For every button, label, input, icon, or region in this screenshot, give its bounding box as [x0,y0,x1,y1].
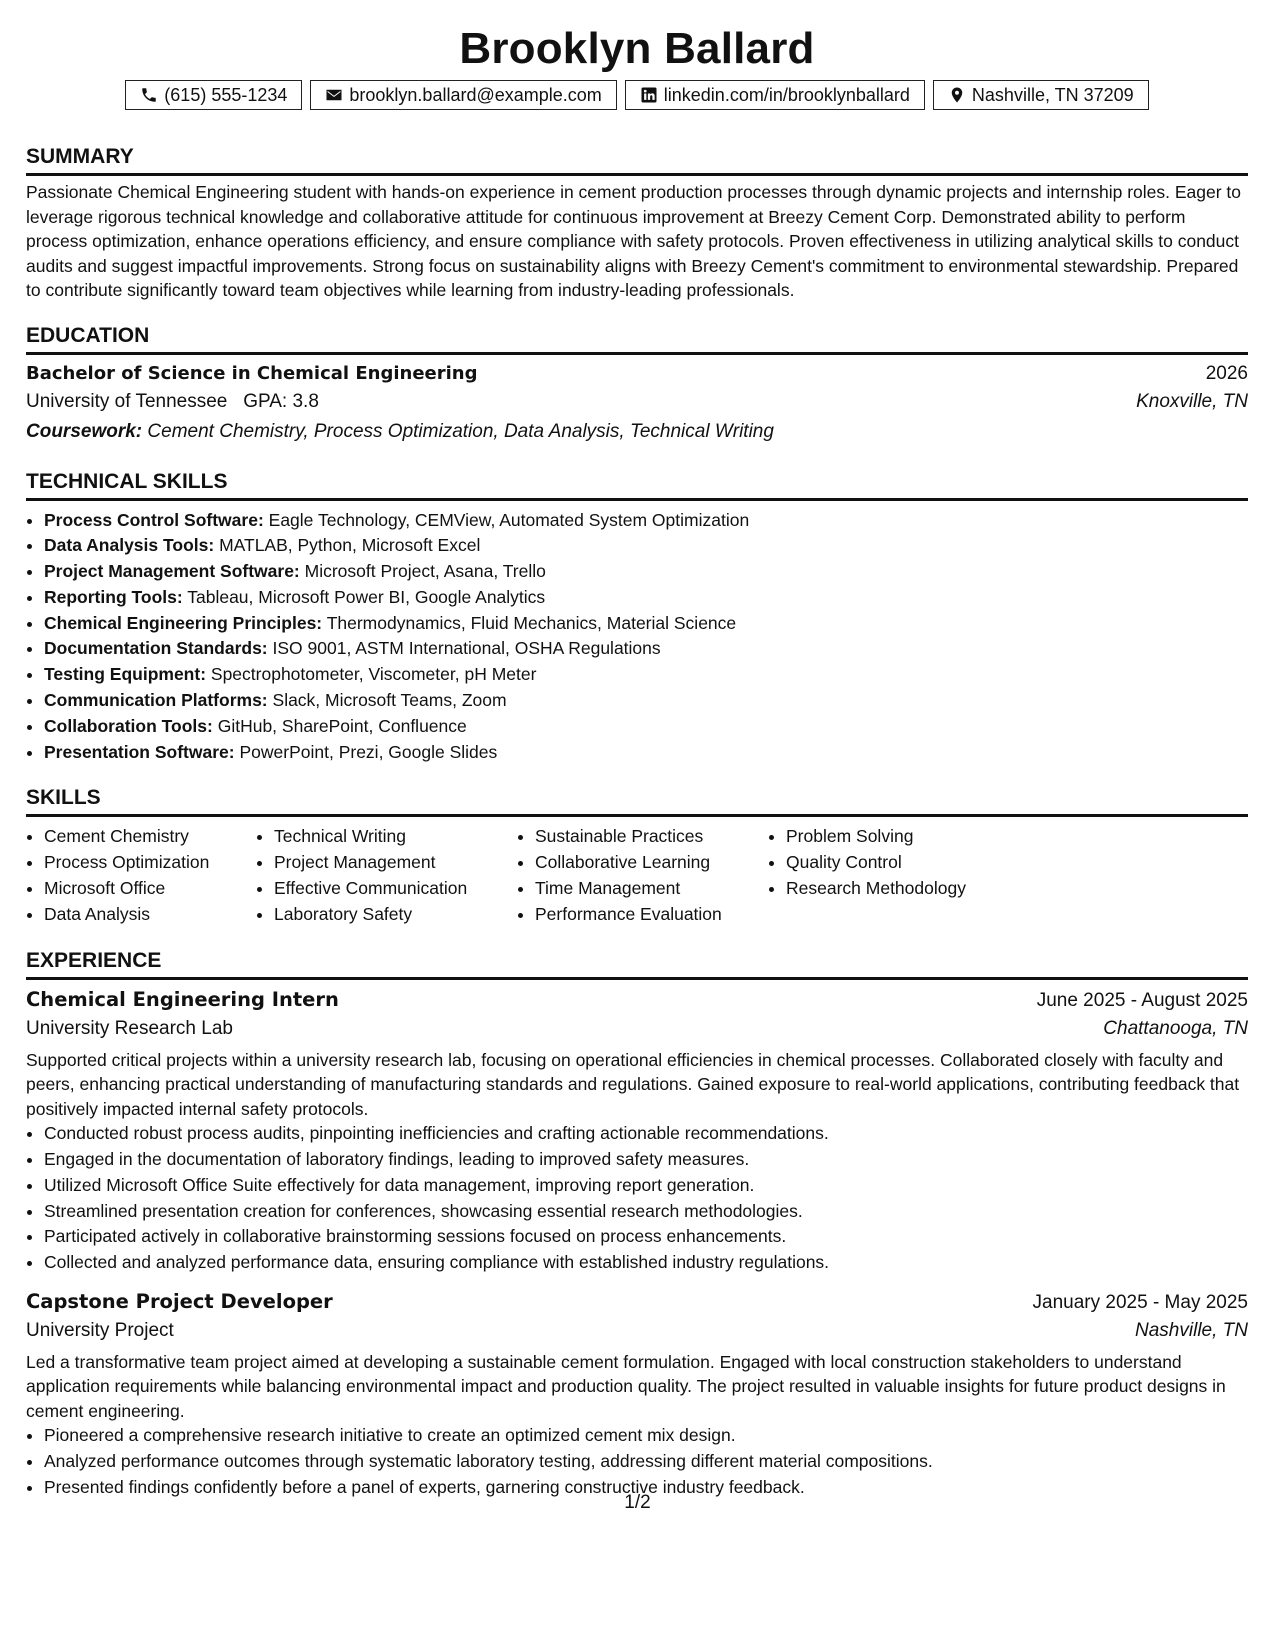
list-item: • Project Management [274,850,517,876]
linkedin-icon [640,86,658,104]
skills-grid [26,824,1248,927]
summary-text: Passionate Chemical Engineering student with hands-on experience in cement production processes through dynamic projects and internship roles. Eager to leverage rigorous technical knowledge and collaborative attitude for continuous improvement at Breezy Cement Corp. Demonstrated ability to perform process optimization, enhance operations efficiency, and ensure compliance with safety protocols. Proven effectiveness in utilizing analytical skills to conduct audits and suggest impactful improvements. Strong focus on sustainability aligns with Breezy Cement's commitment to environmental stewardship. Prepared to contribute significantly toward team objectives while learning from industry-leading professionals. [26,182,1242,300]
job-org-row [26,1014,1248,1044]
list-item: • Laboratory Safety [274,902,517,928]
coursework [26,417,1248,447]
list-item: • Project Management Software: Microsoft Project, Asana, Trello [44,559,1248,585]
map-pin-icon [948,86,966,104]
job-dates: January 2025 - May 2025 [1032,1291,1248,1313]
gpa: GPA: 3.8 [243,390,319,412]
job-org: University Project [26,1319,174,1341]
list-item: • Chemical Engineering Principles: Thermodynamics, Fluid Mechanics, Material Science [44,611,1248,637]
list-item: • Streamlined presentation creation for conferences, showcasing essential research methodologies. [44,1199,1248,1225]
technical-skills-list [26,508,1248,766]
phone-icon [140,86,158,104]
list-item: • Testing Equipment: Spectrophotometer, Viscometer, pH Meter [44,662,1248,688]
list-item: • Time Management [535,876,768,902]
skills-column [517,824,768,927]
list-item: • Sustainable Practices [535,824,768,850]
list-item: • Microsoft Office [44,876,256,902]
education-row [26,355,1248,387]
school-name: University of Tennessee [26,390,228,412]
skills-column [768,824,1046,927]
resume-page [26,0,1248,1501]
list-item: • Data Analysis Tools: MATLAB, Python, Microsoft Excel [44,533,1248,559]
job-location: Chattanooga, TN [1103,1017,1248,1039]
list-item: • Collaborative Learning [535,850,768,876]
job-header [26,986,1248,1014]
list-item: • Process Control Software: Eagle Technology, CEMView, Automated System Optimization [44,508,1248,534]
list-item: • Quality Control [786,850,1046,876]
job-title: Capstone Project Developer [26,1289,333,1313]
graduation-year: 2026 [1205,362,1248,384]
job-org: University Research Lab [26,1017,233,1039]
list-item: • Conducted robust process audits, pinpointing inefficiencies and crafting actionable recommendations. [44,1121,1248,1147]
list-item: • Effective Communication [274,876,517,902]
list-item: • Performance Evaluation [535,902,768,928]
contact-location [933,80,1149,110]
list-item: • Engaged in the documentation of laboratory findings, leading to improved safety measures. [44,1147,1248,1173]
envelope-icon [325,86,343,104]
list-item: • Communication Platforms: Slack, Microsoft Teams, Zoom [44,688,1248,714]
contact-phone [125,80,302,110]
candidate-name: Brooklyn Ballard [459,24,815,73]
job-bullets [26,1121,1248,1276]
school-location: Knoxville, TN [1136,390,1248,412]
skills-column [256,824,517,927]
coursework-label: Coursework: [26,420,143,442]
skills-heading: SKILLS [26,785,1248,817]
list-item: • Analyzed performance outcomes through systematic laboratory testing, addressing different material compositions. [44,1449,1248,1475]
experience-heading: EXPERIENCE [26,948,1248,980]
list-item: • Data Analysis [44,902,256,928]
contact-linkedin[interactable] [625,80,925,110]
location-text: Nashville, TN 37209 [971,85,1134,105]
job-org-row [26,1316,1248,1346]
skills-column [26,824,256,927]
list-item: • Documentation Standards: ISO 9001, ASTM International, OSHA Regulations [44,636,1248,662]
page-number: 1/2 [624,1492,651,1513]
summary-heading: SUMMARY [26,144,1248,176]
list-item: • Process Optimization [44,850,256,876]
list-item: • Pioneered a comprehensive research initiative to create an optimized cement mix design. [44,1423,1248,1449]
job-description: Supported critical projects within a university research lab, focusing on operational efficiencies in chemical processes. Collaborated closely with faculty and peers, enhancing practical understanding of manufacturing standards and regulations. Gained exposure to real-world applications, contributing feedback that positively impacted internal safety protocols. [26,1049,1240,1119]
list-item: • Collected and analyzed performance data, ensuring compliance with established industry regulations. [44,1250,1248,1276]
degree-name: Bachelor of Science in Chemical Engineering [26,362,478,384]
job-description: Led a transformative team project aimed at developing a sustainable cement formulation. Engaged with local construction stakeholders to understand application requirements while balancing environmental impact and production quality. The project resulted in valuable insights for future product designs in cement engineering. [26,1351,1226,1421]
list-item: • Presentation Software: PowerPoint, Prezi, Google Slides [44,740,1248,766]
job-bullets [26,1423,1248,1500]
list-item: • Technical Writing [274,824,517,850]
coursework-list: Cement Chemistry, Process Optimization, Data Analysis, Technical Writing [147,420,774,442]
linkedin-text: linkedin.com/in/brooklynballard [663,85,910,105]
job-dates: June 2025 - August 2025 [1036,989,1248,1011]
contact-email[interactable] [310,80,616,110]
job-location: Nashville, TN [1135,1319,1248,1341]
school-row [26,387,1248,417]
list-item: • Reporting Tools: Tableau, Microsoft Power BI, Google Analytics [44,585,1248,611]
job-title: Chemical Engineering Intern [26,987,339,1011]
list-item: • Presented findings confidently before a panel of experts, garnering constructive industry feedback. [44,1475,1248,1501]
email-text: brooklyn.ballard@example.com [349,85,602,105]
job-header [26,1288,1248,1316]
list-item: • Collaboration Tools: GitHub, SharePoint, Confluence [44,714,1248,740]
contact-bar [26,80,1248,110]
technical-skills-heading: TECHNICAL SKILLS [26,469,1248,501]
phone-text: (615) 555-1234 [164,85,288,105]
list-item: • Research Methodology [786,876,1046,902]
list-item: • Cement Chemistry [44,824,256,850]
education-heading: EDUCATION [26,323,1248,355]
list-item: • Participated actively in collaborative brainstorming sessions focused on process enhancements. [44,1224,1248,1250]
list-item: • Utilized Microsoft Office Suite effectively for data management, improving report generation. [44,1173,1248,1199]
list-item: • Problem Solving [786,824,1046,850]
